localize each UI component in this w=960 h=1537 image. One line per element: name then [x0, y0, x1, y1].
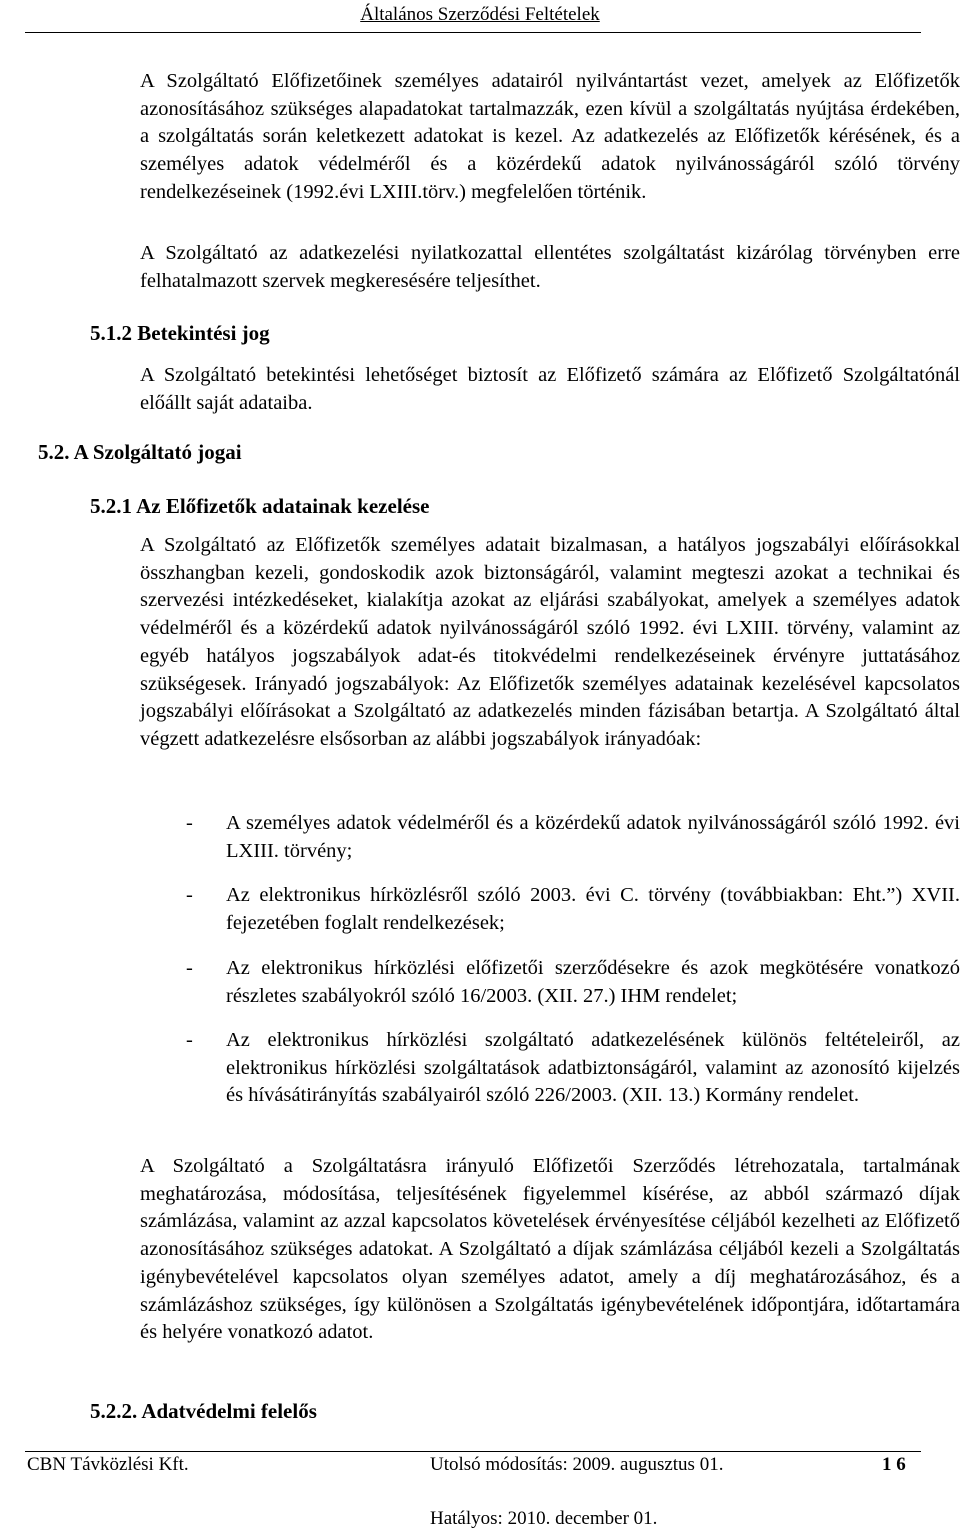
list-dash: - — [186, 884, 193, 906]
law-list-item — [186, 955, 960, 1010]
list-dash: - — [186, 1029, 193, 1051]
footer-company: CBN Távközlési Kft. — [27, 1454, 189, 1475]
section-heading-5-2-2: 5.2.2. Adatvédelmi felelős — [90, 1399, 317, 1423]
list-dash: - — [186, 812, 193, 834]
paragraph-personal-data: A Szolgáltató Előfizetőinek személyes adatairól nyilvántartást vezet, amelyek az Előfizetők azonosításához szükséges alapadatokat tartalmazzák, ezen kívül a szolgáltatás nyújtása érdekében, a szolgáltatás során keletkezett adatokat is kezel. Az adatkezelés az Előfizetők kérésének, és a személyes adatok védelméről és a közérdekű adatok nyilvánosságáról szóló törvény rendelkezéseinek (1992.évi LXIII.törv.) megfelelően történik. — [140, 70, 960, 203]
footer-divider — [25, 1451, 921, 1452]
list-dash: - — [186, 957, 193, 979]
paragraph-authorized-bodies: A Szolgáltató az adatkezelési nyilatkozattal ellentétes szolgáltatást kizárólag törvényben erre felhatalmazott szervek megkeresésére teljesíthet. — [140, 242, 960, 292]
law-list-item — [186, 882, 960, 937]
section-heading-5-2-1: 5.2.1 Az Előfizetők adatainak kezelése — [90, 494, 430, 518]
law-list-item — [186, 810, 960, 865]
document-header-title: Általános Szerződési Feltételek — [360, 4, 600, 25]
law-text: Az elektronikus hírközlési előfizetői szerződésekre és azok megkötésére vonatkozó részletes szabályokról szóló 16/2003. (XII. 27.) IHM rendelet; — [226, 957, 960, 1007]
footer-last-modified: Utolsó módosítás: 2009. augusztus 01. — [430, 1454, 724, 1475]
section-heading-5-1-2: 5.1.2 Betekintési jog — [90, 321, 270, 345]
paragraph-data-handling: A Szolgáltató az Előfizetők személyes adatait bizalmasan, a hatályos jogszabályi előírásokkal összhangban kezeli, gondoskodik azok biztonságáról, valamint megteszi azokat a technikai és szervezési intézkedéseket, kialakítja azokat az eljárási szabályokat, amelyek a személyes adatok védelméről és a közérdekű adatok nyilvánosságáról szóló 1992. évi LXIII. törvény, valamint az egyéb hatályos jogszabályok adat-és titokvédelmi rendelkezéseinek érvényre juttatásához szükségesek. Irányadó jogszabályok: Az Előfizetők személyes adatainak kezelésével kapcsolatos jogszabályi előírásokat a Szolgáltató az adatkezelés minden fázisában betartja. A Szolgáltató által végzett adatkezelésre elsősorban az alábbi jogszabályok irányadóak: — [140, 534, 960, 750]
header-divider — [25, 32, 921, 33]
law-text: A személyes adatok védelméről és a közérdekű adatok nyilvánosságáról szóló 1992. évi LXIII. törvény; — [226, 812, 960, 862]
law-text: Az elektronikus hírközlési szolgáltató adatkezelésének különös feltételeiről, az elektronikus hírközlési szolgáltatások adatbiztonságáról, valamint az azonosító kijelzés és hívásátirányítás szabályairól szóló 226/2003. (XII. 13.) Kormány rendelet. — [226, 1029, 960, 1107]
law-list-item — [186, 1027, 960, 1110]
footer-page-number: 1 6 — [882, 1454, 906, 1475]
paragraph-billing-data: A Szolgáltató a Szolgáltatásra irányuló Előfizetői Szerződés létrehozatala, tartalmának meghatározása, módosítása, teljesítésének figyelemmel kísérése, az abból származó díjak számlázása, valamint az azzal kapcsolatos követelések érvényesítése céljából kezelheti az Előfizető azonosításához szükséges adatokat. A Szolgáltató a díjak számlázása céljából kezeli a Szolgáltatás igénybevételével kapcsolatos olyan személyes adatot, amely a díj meghatározásához, és a számlázáshoz szükséges, így különösen a Szolgáltatás igénybevételének időpontjára, időtartamára és helyére vonatkozó adatot. — [140, 1155, 960, 1344]
law-text: Az elektronikus hírközlésről szóló 2003. évi C. törvény (továbbiakban: Eht.”) XVII. fejezetében foglalt rendelkezések; — [226, 884, 960, 934]
paragraph-inspection-right: A Szolgáltató betekintési lehetőséget biztosít az Előfizető számára az Előfizető Szolgáltatónál előállt saját adataiba. — [140, 364, 960, 414]
footer-effective-date: Hatályos: 2010. december 01. — [430, 1508, 658, 1529]
section-heading-5-2: 5.2. A Szolgáltató jogai — [38, 440, 242, 464]
